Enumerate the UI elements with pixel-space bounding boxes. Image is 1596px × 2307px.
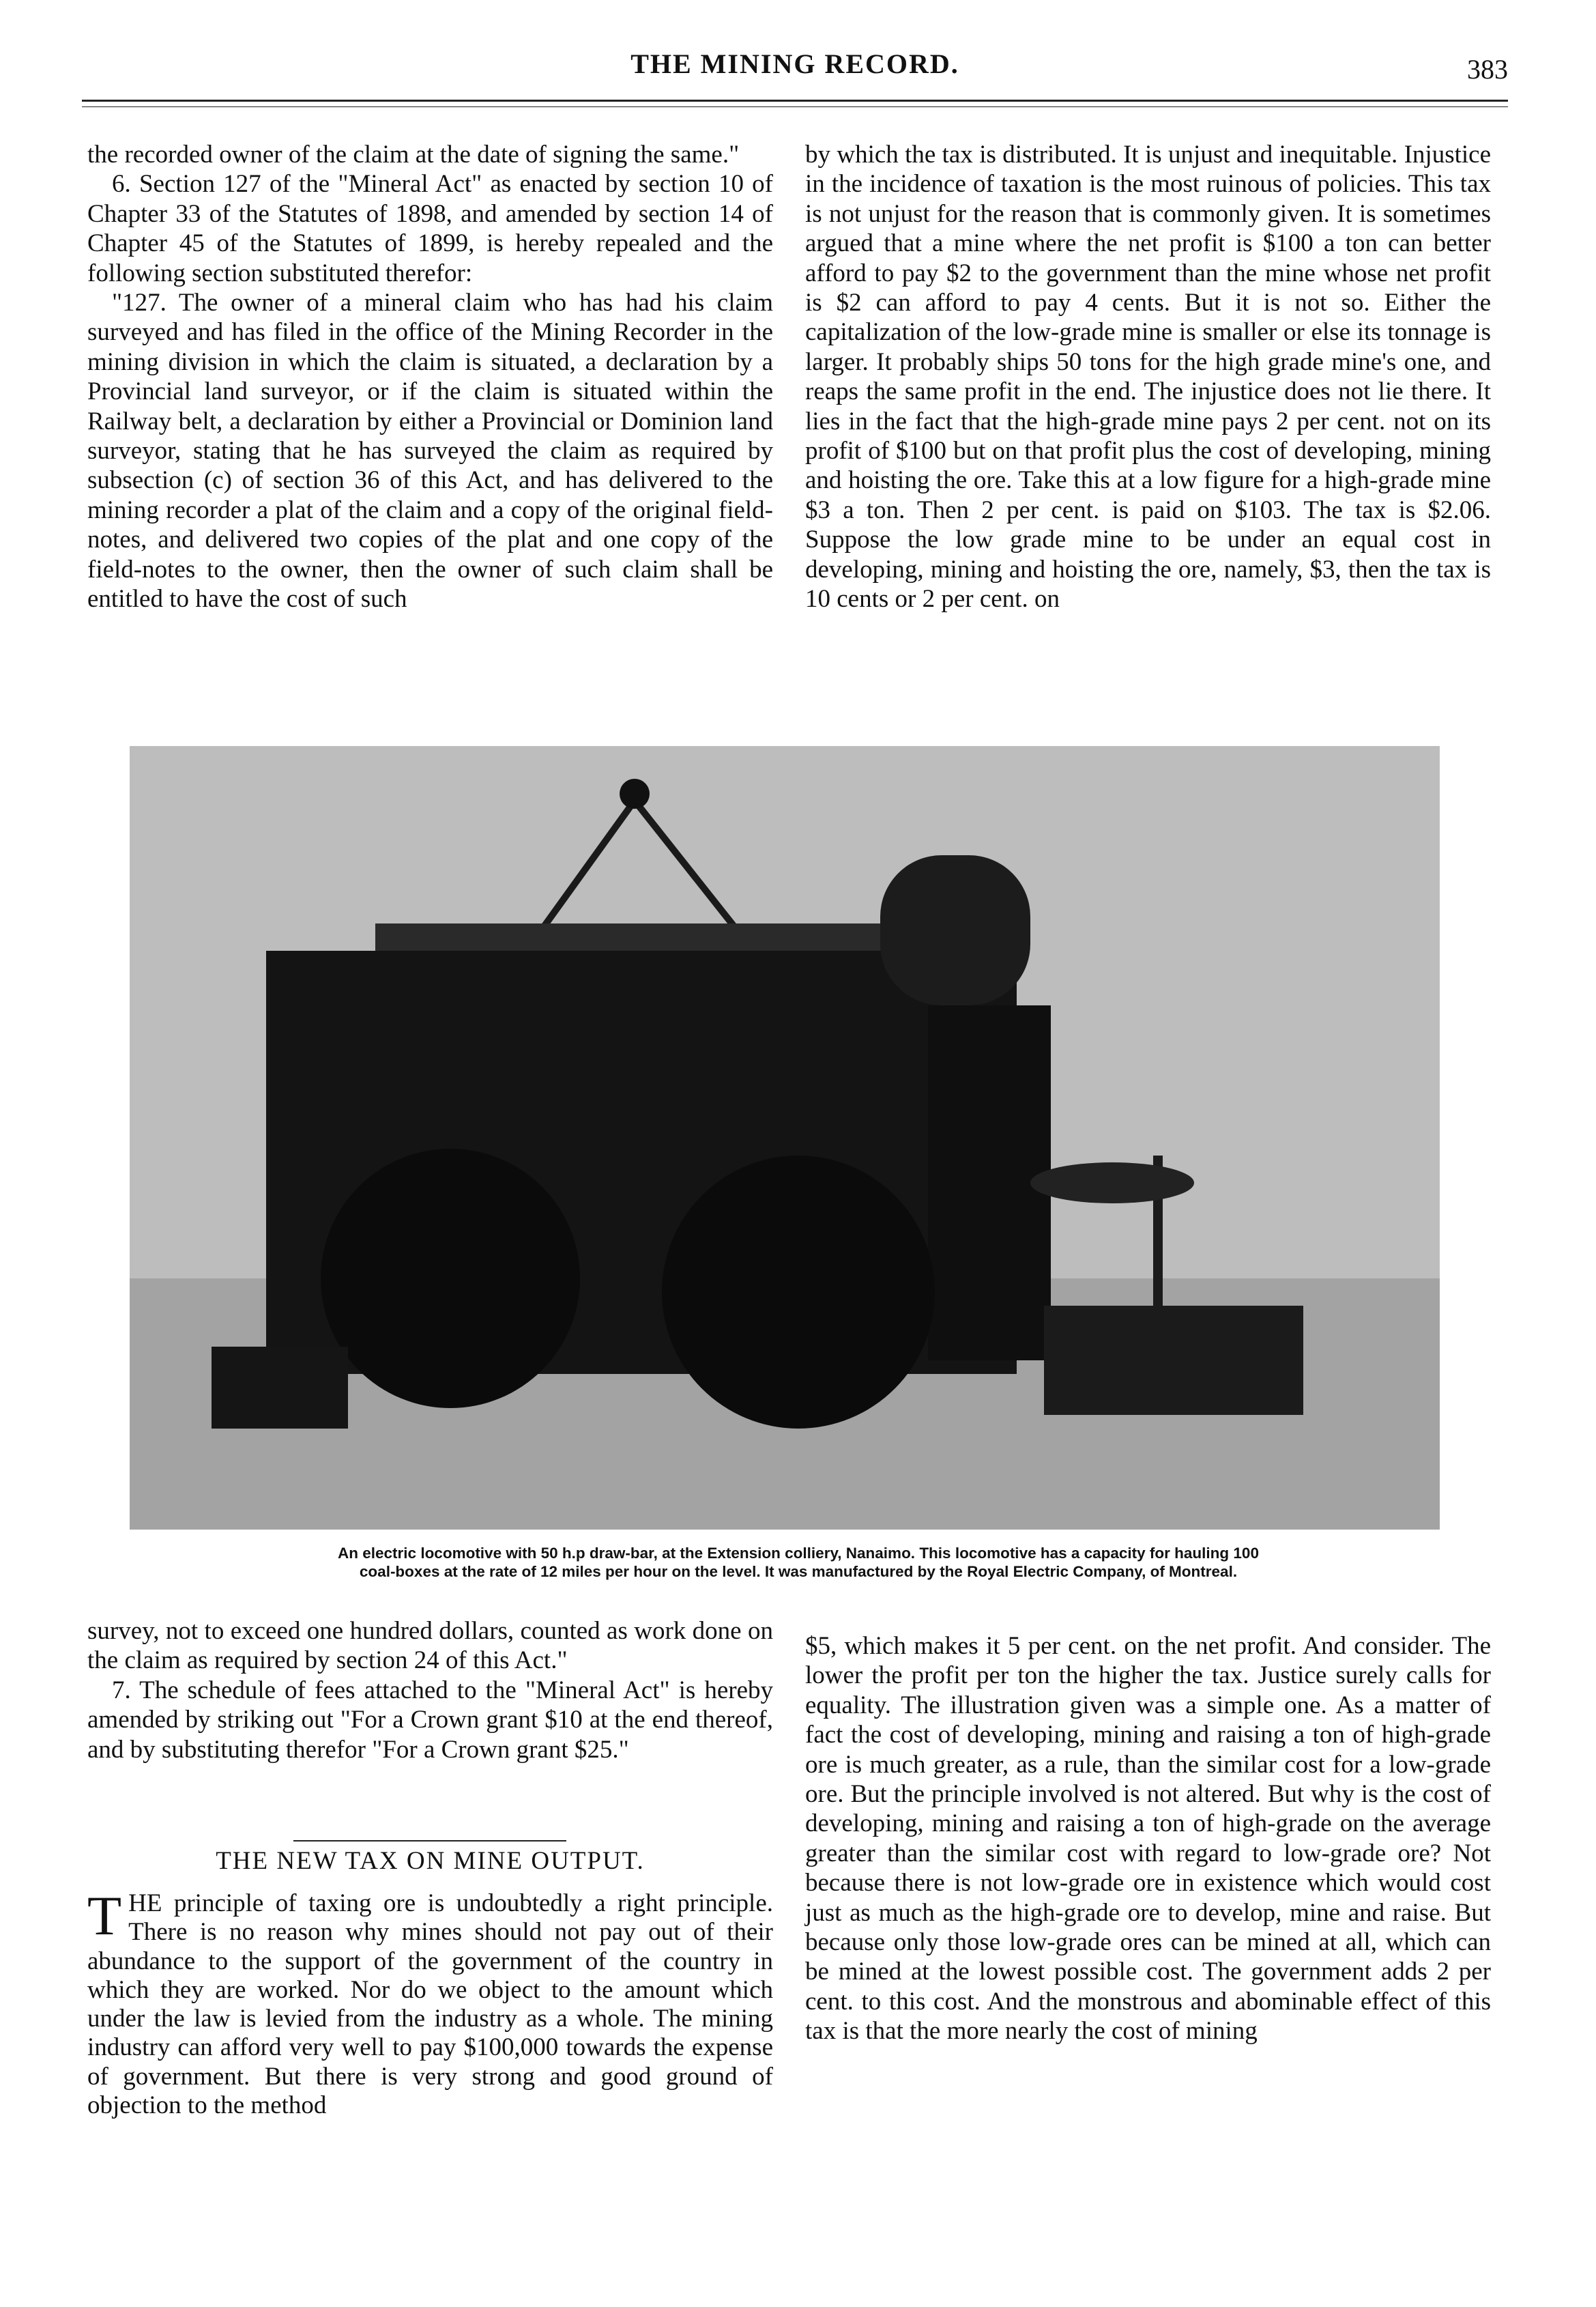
column-bottom-right (805, 1631, 1491, 2046)
header-rule-thin (82, 106, 1508, 107)
article-text: HE principle of taxing ore is undoubtedly a right principle. There is no reason why mines should not pay out of their abundance to the support of the government of the country in which they are worked. Nor do we object to the amount which under the law is levied from the industry as a whole. The mining industry can afford very well to pay $100,000 towards the expense of government. But there is very strong and good ground of objection to the method (87, 1889, 773, 2120)
section-heading: THE NEW TAX ON MINE OUTPUT. (216, 1847, 645, 1875)
paragraph: $5, which makes it 5 per cent. on the net profit. And consider. The lower the profit per ton the higher the tax. Justice surely calls for equality. The illustration given was a simple one. As a matter of fact the cost of developing, mining and raising a ton of high-grade ore is much greater, as a rule, than the similar cost for a low-grade ore. But the principle involved is not altered. But why is the cost of developing, mining and raising a ton of high-grade on the average greater than the similar cost with regard to low-grade ore? Not because there is not low-grade ore in existence which would cost just as much as the high-grade ore to develop, mine and raise. But because only those low-grade ores can be mined at all, which can be mined at the lowest possible cost. The government adds 2 per cent. to this cost. And the monstrous and abominable effect of this tax is that the more nearly the cost of mining (805, 1632, 1491, 2046)
article-body (87, 1885, 773, 2120)
paragraph: survey, not to exceed one hundred dollars, counted as work done on the claim as required by section 24 of this Act." (87, 1617, 773, 1675)
running-title: THE MINING RECORD. (630, 48, 959, 79)
header-rule (82, 100, 1508, 102)
column-top-left (87, 140, 773, 614)
paragraph: by which the tax is distributed. It is unjust and inequitable. Injustice in the incidence of taxation is the most ruinous of policies. This tax is not unjust for the reason that is commonly given. It is sometimes argued that a mine where the net profit is $100 a ton can better afford to pay $2 to the government than the mine whose net profit is $2 can afford to pay 4 cents. But it is not so. Either the capitalization of the low-grade mine is smaller or else its tonnage is larger. It probably ships 50 tons for the high grade mine's one, and reaps the same profit in the end. The injustice does not lie there. It lies in the fact that the high-grade mine pays 2 per cent. not on its profit of $100 but on that profit plus the cost of developing, mining and hoisting the ore. Take this at a low figure for a high-grade mine $3 a ton. Then 2 per cent. is paid on $103. The tax is $2.06. Suppose the low grade mine to be under an equal cost in developing, mining and hoisting the ore, namely, $3, then the tax is 10 cents or 2 per cent. on (805, 141, 1491, 614)
page-header (82, 41, 1508, 109)
paragraph: the recorded owner of the claim at the date of signing the same." (87, 141, 740, 169)
paragraph: 7. The schedule of fees attached to the "Mineral Act" is hereby amended by striking out "For a Crown grant $10 at the end thereof, and by substituting therefor "For a Crown grant $25." (87, 1676, 773, 1764)
paragraph: "127. The owner of a mineral claim who has had his claim surveyed and has filed in the office of the Mining Recorder in the mining division in which the claim is situated, a declaration by a Provincial land surveyor, or if the claim is situated within the Railway belt, a declaration by either a Provincial or Dominion land surveyor, stating that he has surveyed the claim as required by subsection (c) of section 36 of this Act, and has delivered to the mining recorder a plat of the claim and a copy of the original field-notes, and delivered two copies of the plat and one copy of the field-notes to the owner, then the owner of such claim shall be entitled to have the cost of such (87, 289, 773, 614)
drop-cap: T (87, 1885, 122, 1947)
article-paragraph (87, 1885, 773, 2120)
locomotive-photo (130, 746, 1440, 1530)
column-top-right (805, 140, 1491, 614)
page-number: 383 (1467, 54, 1508, 85)
locomotive-illustration (130, 746, 1440, 1530)
caption-line: coal-boxes at the rate of 12 miles per hour on the level. It was manufactured by the Royal Electric Company, of Montreal. (359, 1563, 1238, 1580)
section-divider (293, 1840, 566, 1842)
caption-line: An electric locomotive with 50 h.p draw-bar, at the Extension colliery, Nanaimo. This locomotive has a capacity for hauling 100 (338, 1545, 1259, 1562)
paragraph: 6. Section 127 of the "Mineral Act" as enacted by section 10 of Chapter 33 of the Statutes of 1898, and amended by section 14 of Chapter 45 of the Statutes of 1899, is hereby repealed and the following section substituted therefor: (87, 170, 773, 287)
figure-caption (164, 1544, 1433, 1581)
column-bottom-left (87, 1616, 773, 1764)
